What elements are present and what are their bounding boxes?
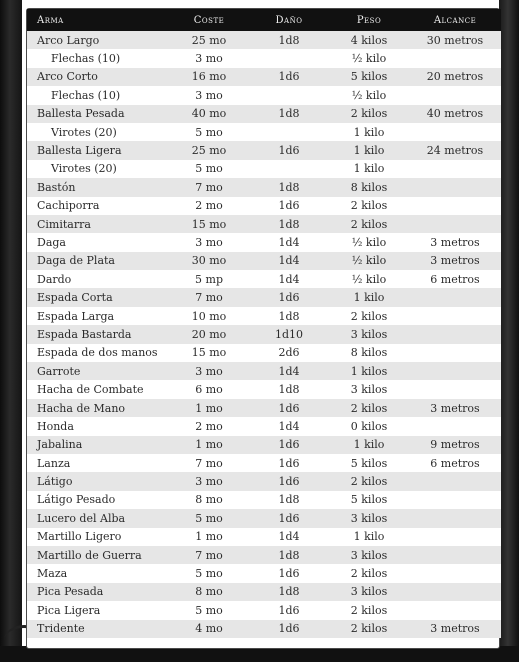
cell-coste: 20 mo	[169, 325, 249, 343]
cell-dano: 1d6	[249, 472, 329, 490]
cell-coste: 1 mo	[169, 399, 249, 417]
cell-coste: 5 mo	[169, 160, 249, 178]
table-row	[27, 68, 501, 86]
cell-arma: Lucero del Alba	[27, 509, 169, 527]
table-row	[27, 178, 501, 196]
cell-dano: 1d6	[249, 601, 329, 619]
cell-arma: Daga de Plata	[27, 252, 169, 270]
cell-coste: 30 mo	[169, 252, 249, 270]
cell-arma: Pica Ligera	[27, 601, 169, 619]
header-peso: Peso	[329, 9, 409, 31]
cell-coste: 8 mo	[169, 583, 249, 601]
table-row	[27, 564, 501, 582]
cell-alcance: 9 metros	[409, 436, 501, 454]
table-row	[27, 160, 501, 178]
table-row	[27, 509, 501, 527]
cell-arma: Flechas (10)	[27, 86, 169, 104]
cell-alcance	[409, 123, 501, 141]
cell-coste: 5 mo	[169, 601, 249, 619]
table-row	[27, 491, 501, 509]
table-row	[27, 49, 501, 67]
cell-dano: 1d4	[249, 362, 329, 380]
cell-coste: 3 mo	[169, 472, 249, 490]
cell-dano: 1d6	[249, 620, 329, 638]
cell-arma: Látigo	[27, 472, 169, 490]
cell-alcance: 3 metros	[409, 399, 501, 417]
cell-arma: Maza	[27, 564, 169, 582]
cell-peso: 1 kilo	[329, 160, 409, 178]
cell-dano: 1d8	[249, 380, 329, 398]
cell-alcance: 40 metros	[409, 105, 501, 123]
cell-dano: 1d10	[249, 325, 329, 343]
cell-peso: ½ kilo	[329, 233, 409, 251]
cell-alcance	[409, 583, 501, 601]
table-row	[27, 325, 501, 343]
cell-peso: 1 kilo	[329, 436, 409, 454]
cell-dano	[249, 86, 329, 104]
cell-peso: 2 kilos	[329, 105, 409, 123]
cell-coste: 8 mo	[169, 491, 249, 509]
cell-arma: Lanza	[27, 454, 169, 472]
cell-coste: 3 mo	[169, 86, 249, 104]
cell-arma: Arco Largo	[27, 31, 169, 49]
table-row	[27, 417, 501, 435]
cell-coste: 3 mo	[169, 233, 249, 251]
cell-arma: Cachiporra	[27, 197, 169, 215]
cell-alcance	[409, 344, 501, 362]
cell-peso: 2 kilos	[329, 472, 409, 490]
header-row	[27, 9, 501, 31]
cell-dano: 1d6	[249, 288, 329, 306]
table-row	[27, 141, 501, 159]
cell-alcance: 3 metros	[409, 233, 501, 251]
cell-arma: Virotes (20)	[27, 123, 169, 141]
cell-alcance	[409, 49, 501, 67]
cell-alcance	[409, 307, 501, 325]
cell-alcance: 3 metros	[409, 252, 501, 270]
table-row	[27, 546, 501, 564]
table-row	[27, 601, 501, 619]
cell-dano: 1d6	[249, 509, 329, 527]
weapons-table	[27, 9, 501, 638]
header-arma: Arma	[27, 9, 169, 31]
table-row	[27, 528, 501, 546]
cell-dano: 1d4	[249, 270, 329, 288]
table-body	[27, 31, 501, 638]
cell-peso: 3 kilos	[329, 380, 409, 398]
cell-dano: 1d8	[249, 178, 329, 196]
cell-dano: 1d4	[249, 233, 329, 251]
cell-peso: 5 kilos	[329, 454, 409, 472]
cell-coste: 1 mo	[169, 528, 249, 546]
cell-dano: 1d8	[249, 215, 329, 233]
cell-alcance	[409, 528, 501, 546]
cell-arma: Flechas (10)	[27, 49, 169, 67]
table-row	[27, 583, 501, 601]
cell-coste: 7 mo	[169, 178, 249, 196]
cell-dano: 1d4	[249, 252, 329, 270]
cell-coste: 6 mo	[169, 380, 249, 398]
cell-dano: 2d6	[249, 344, 329, 362]
header-alcance: Alcance	[409, 9, 501, 31]
cell-dano: 1d4	[249, 528, 329, 546]
cell-alcance	[409, 160, 501, 178]
cell-dano: 1d8	[249, 31, 329, 49]
cell-peso: 0 kilos	[329, 417, 409, 435]
cell-dano: 1d8	[249, 491, 329, 509]
table-row	[27, 620, 501, 638]
cell-peso: 1 kilo	[329, 123, 409, 141]
cell-peso: 2 kilos	[329, 197, 409, 215]
cell-arma: Hacha de Mano	[27, 399, 169, 417]
cell-arma: Ballesta Ligera	[27, 141, 169, 159]
cell-coste: 7 mo	[169, 546, 249, 564]
page-border-right	[499, 0, 519, 662]
cell-coste: 15 mo	[169, 215, 249, 233]
cell-coste: 5 mp	[169, 270, 249, 288]
cell-alcance	[409, 509, 501, 527]
table-row	[27, 454, 501, 472]
cell-alcance: 24 metros	[409, 141, 501, 159]
cell-alcance	[409, 472, 501, 490]
cell-alcance	[409, 362, 501, 380]
cell-peso: ½ kilo	[329, 252, 409, 270]
cell-arma: Pica Pesada	[27, 583, 169, 601]
cell-dano: 1d6	[249, 436, 329, 454]
table-row	[27, 123, 501, 141]
cell-peso: 5 kilos	[329, 68, 409, 86]
cell-arma: Tridente	[27, 620, 169, 638]
table-row	[27, 380, 501, 398]
cell-alcance	[409, 564, 501, 582]
cell-alcance	[409, 417, 501, 435]
cell-arma: Cimitarra	[27, 215, 169, 233]
cell-coste: 7 mo	[169, 288, 249, 306]
cell-dano: 1d8	[249, 583, 329, 601]
cell-coste: 15 mo	[169, 344, 249, 362]
cell-alcance: 6 metros	[409, 270, 501, 288]
cell-peso: ½ kilo	[329, 86, 409, 104]
cell-dano: 1d6	[249, 197, 329, 215]
cell-peso: 1 kilos	[329, 362, 409, 380]
cell-alcance: 3 metros	[409, 620, 501, 638]
weapons-table-frame	[26, 8, 500, 649]
cell-alcance	[409, 178, 501, 196]
cell-arma: Bastón	[27, 178, 169, 196]
table-row	[27, 307, 501, 325]
cell-peso: 2 kilos	[329, 307, 409, 325]
cell-peso: 3 kilos	[329, 546, 409, 564]
table-row	[27, 31, 501, 49]
cell-alcance	[409, 325, 501, 343]
table-header	[27, 9, 501, 31]
page-border-left	[0, 0, 22, 662]
cell-coste: 2 mo	[169, 197, 249, 215]
cell-dano: 1d8	[249, 105, 329, 123]
table-row	[27, 86, 501, 104]
table-row	[27, 252, 501, 270]
cell-dano: 1d6	[249, 564, 329, 582]
table-row	[27, 436, 501, 454]
cell-arma: Látigo Pesado	[27, 491, 169, 509]
cell-coste: 40 mo	[169, 105, 249, 123]
cell-peso: 5 kilos	[329, 491, 409, 509]
cell-peso: 2 kilos	[329, 601, 409, 619]
cell-alcance: 20 metros	[409, 68, 501, 86]
table-row	[27, 472, 501, 490]
table-row	[27, 233, 501, 251]
cell-peso: 3 kilos	[329, 509, 409, 527]
cell-arma: Garrote	[27, 362, 169, 380]
cell-dano	[249, 123, 329, 141]
table-row	[27, 105, 501, 123]
cell-arma: Martillo de Guerra	[27, 546, 169, 564]
cell-dano: 1d8	[249, 546, 329, 564]
cell-coste: 5 mo	[169, 564, 249, 582]
table-row	[27, 270, 501, 288]
cell-alcance	[409, 197, 501, 215]
cell-arma: Virotes (20)	[27, 160, 169, 178]
table-row	[27, 215, 501, 233]
cell-coste: 7 mo	[169, 454, 249, 472]
cell-arma: Martillo Ligero	[27, 528, 169, 546]
cell-peso: 3 kilos	[329, 325, 409, 343]
cell-dano	[249, 160, 329, 178]
cell-coste: 2 mo	[169, 417, 249, 435]
cell-peso: 2 kilos	[329, 564, 409, 582]
header-dano: Daño	[249, 9, 329, 31]
cell-peso: 2 kilos	[329, 620, 409, 638]
cell-dano: 1d6	[249, 399, 329, 417]
cell-dano: 1d6	[249, 68, 329, 86]
cell-arma: Ballesta Pesada	[27, 105, 169, 123]
cell-arma: Espada de dos manos	[27, 344, 169, 362]
cell-dano: 1d8	[249, 307, 329, 325]
cell-alcance	[409, 86, 501, 104]
cell-peso: 1 kilo	[329, 141, 409, 159]
cell-arma: Espada Bastarda	[27, 325, 169, 343]
cell-arma: Hacha de Combate	[27, 380, 169, 398]
cell-coste: 5 mo	[169, 509, 249, 527]
table-row	[27, 344, 501, 362]
cell-arma: Espada Larga	[27, 307, 169, 325]
cell-coste: 10 mo	[169, 307, 249, 325]
cell-alcance	[409, 601, 501, 619]
cell-arma: Honda	[27, 417, 169, 435]
table-row	[27, 288, 501, 306]
cell-peso: 3 kilos	[329, 583, 409, 601]
cell-arma: Dardo	[27, 270, 169, 288]
cell-coste: 25 mo	[169, 141, 249, 159]
cell-peso: ½ kilo	[329, 49, 409, 67]
cell-arma: Arco Corto	[27, 68, 169, 86]
cell-peso: 8 kilos	[329, 344, 409, 362]
cell-arma: Jabalina	[27, 436, 169, 454]
cell-alcance	[409, 215, 501, 233]
table-row	[27, 399, 501, 417]
cell-peso: 4 kilos	[329, 31, 409, 49]
cell-peso: ½ kilo	[329, 270, 409, 288]
cell-peso: 2 kilos	[329, 215, 409, 233]
cell-peso: 2 kilos	[329, 399, 409, 417]
cell-coste: 4 mo	[169, 620, 249, 638]
cell-coste: 1 mo	[169, 436, 249, 454]
table-row	[27, 362, 501, 380]
cell-alcance	[409, 288, 501, 306]
cell-alcance	[409, 491, 501, 509]
cell-alcance	[409, 546, 501, 564]
cell-arma: Daga	[27, 233, 169, 251]
table-row	[27, 197, 501, 215]
cell-peso: 1 kilo	[329, 288, 409, 306]
cell-coste: 3 mo	[169, 362, 249, 380]
cell-alcance	[409, 380, 501, 398]
cell-dano: 1d6	[249, 141, 329, 159]
cell-alcance: 30 metros	[409, 31, 501, 49]
cell-dano	[249, 49, 329, 67]
header-coste: Coste	[169, 9, 249, 31]
cell-dano: 1d6	[249, 454, 329, 472]
cell-peso: 1 kilo	[329, 528, 409, 546]
cell-coste: 16 mo	[169, 68, 249, 86]
cell-coste: 3 mo	[169, 49, 249, 67]
cell-arma: Espada Corta	[27, 288, 169, 306]
cell-coste: 25 mo	[169, 31, 249, 49]
cell-alcance: 6 metros	[409, 454, 501, 472]
cell-dano: 1d4	[249, 417, 329, 435]
cell-coste: 5 mo	[169, 123, 249, 141]
cell-peso: 8 kilos	[329, 178, 409, 196]
